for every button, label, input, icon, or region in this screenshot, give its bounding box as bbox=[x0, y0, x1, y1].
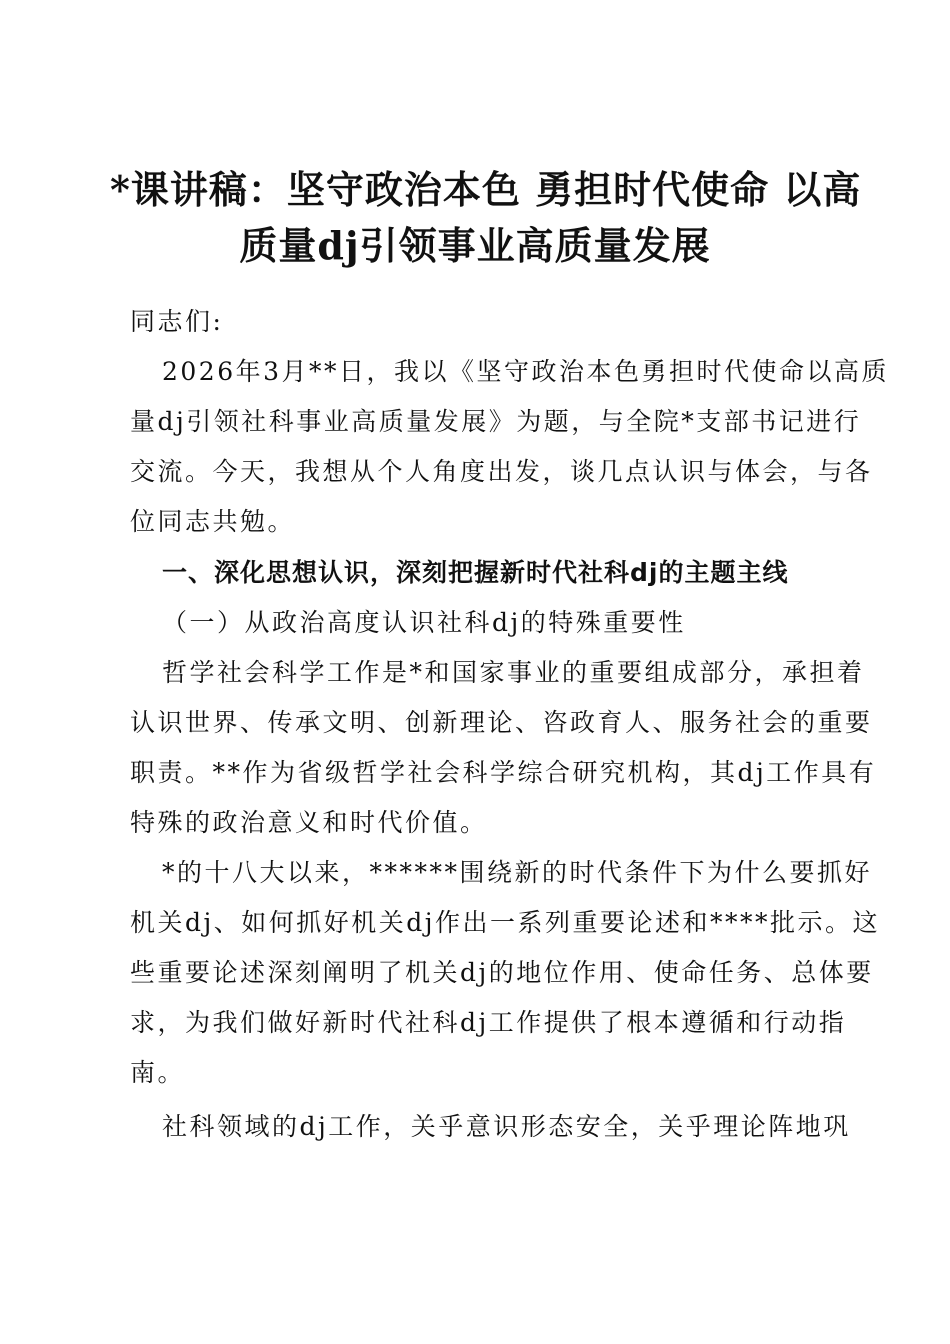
intro-line-3: 交流。今天，我想从个人角度出发，谈几点认识与体会，与各 bbox=[130, 457, 873, 486]
para-2-line-1: *的十八大以来，******围绕新的时代条件下为什么要抓好 bbox=[162, 858, 873, 887]
document-title-line-1: *课讲稿：坚守政治本色 勇担时代使命 以高 bbox=[110, 167, 862, 212]
para-1-line-4: 特殊的政治意义和时代价值。 bbox=[130, 808, 488, 837]
para-1-line-2: 认识世界、传承文明、创新理论、咨政育人、服务社会的重要 bbox=[130, 708, 873, 737]
intro-line-1: 2026年3月**日，我以《坚守政治本色勇担时代使命以高质 bbox=[162, 357, 890, 386]
para-3-line-1: 社科领域的dj工作，关乎意识形态安全，关乎理论阵地巩 bbox=[162, 1112, 851, 1141]
para-2-line-3: 些重要论述深刻阐明了机关dj的地位作用、使命任务、总体要 bbox=[130, 958, 874, 987]
intro-line-4: 位同志共勉。 bbox=[130, 507, 296, 536]
section-1-heading: 一、深化思想认识，深刻把握新时代社科dj的主题主线 bbox=[162, 558, 789, 587]
para-2-line-5: 南。 bbox=[130, 1058, 186, 1087]
intro-line-2: 量dj引领社科事业高质量发展》为题，与全院*支部书记进行 bbox=[130, 407, 862, 436]
para-2-line-2: 机关dj、如何抓好机关dj作出一系列重要论述和****批示。这 bbox=[130, 908, 881, 937]
document-title-line-2: 质量dj引领事业高质量发展 bbox=[239, 223, 711, 268]
subsection-1-heading: （一）从政治高度认识社科dj的特殊重要性 bbox=[162, 608, 686, 637]
salutation: 同志们: bbox=[130, 307, 224, 336]
para-2-line-4: 求，为我们做好新时代社科dj工作提供了根本遵循和行动指 bbox=[130, 1008, 847, 1037]
para-1-line-3: 职责。**作为省级哲学社会科学综合研究机构，其dj工作具有 bbox=[130, 758, 877, 787]
para-1-line-1: 哲学社会科学工作是*和国家事业的重要组成部分，承担着 bbox=[162, 658, 865, 687]
